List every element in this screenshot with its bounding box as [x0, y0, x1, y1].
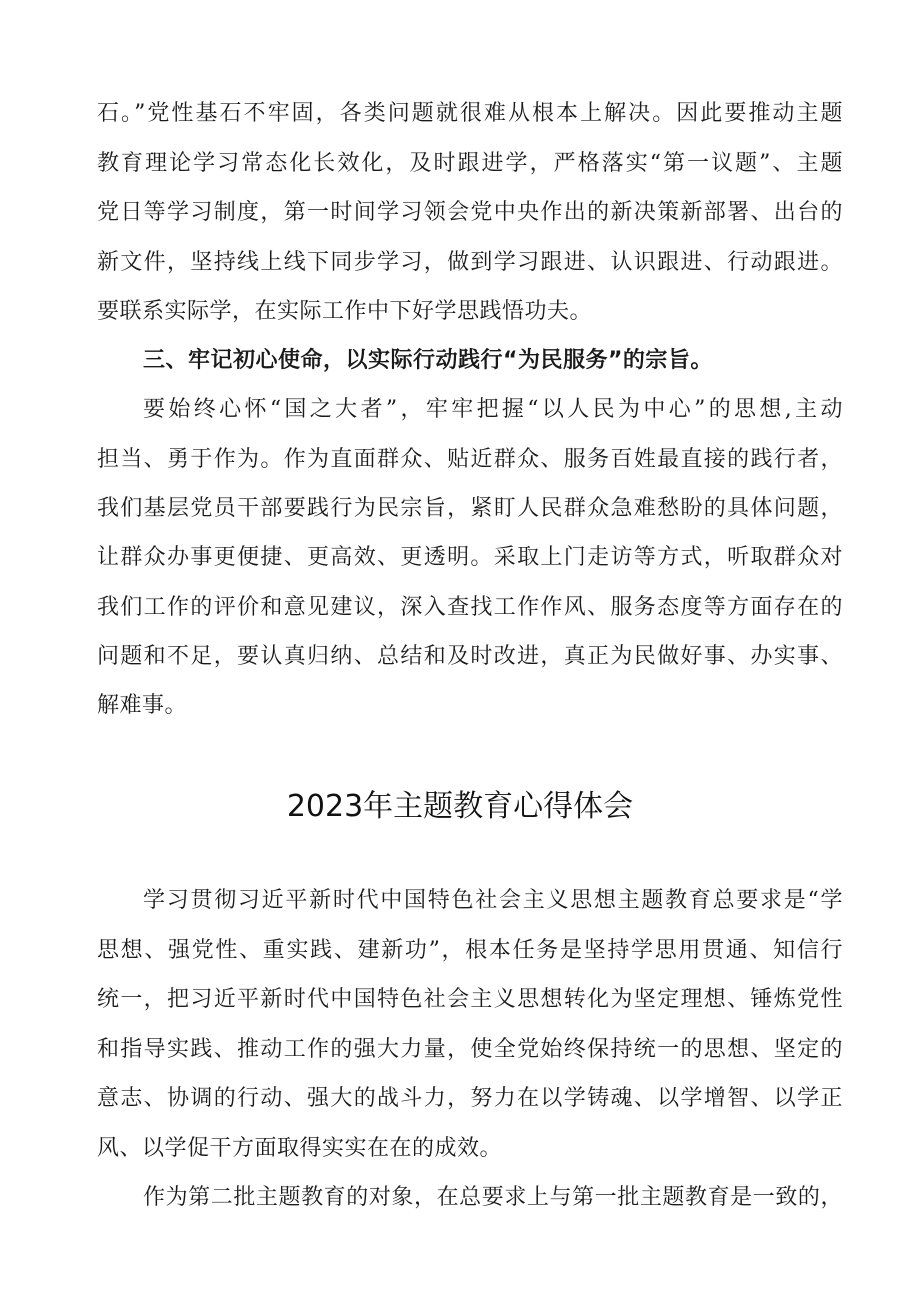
paragraph-line: 让群众办事更便捷、更高效、更透明。采取上门走访等方式，听取群众对: [97, 545, 843, 570]
paragraph-line: 担当、勇于作为。作为直面群众、贴近群众、服务百姓最直接的践行者，: [97, 447, 843, 472]
paragraph-line: 解难事。: [97, 693, 188, 718]
paragraph-line: 思想、强党性、重实践、建新功”，根本任务是坚持学思用贯通、知信行: [97, 938, 843, 963]
paragraph-line: 和指导实践、推动工作的强大力量，使全党始终保持统一的思想、坚定的: [97, 1037, 843, 1062]
paragraph-line: 党日等学习制度，第一时间学习领会党中央作出的新决策新部署、出台的: [97, 200, 843, 225]
paragraph-line: 石。”党性基石不牢固，各类问题就很难从根本上解决。因此要推动主题: [97, 101, 843, 126]
article-title: 2023年主题教育心得体会: [286, 789, 634, 824]
section-heading: 三、牢记初心使命，以实际行动践行“为民服务”的宗旨。: [143, 348, 713, 373]
paragraph-line: 问题和不足，要认真归纳、总结和及时改进，真正为民做好事、办实事、: [97, 644, 843, 669]
paragraph-line: 作为第二批主题教育的对象，在总要求上与第一批主题教育是一致的，: [143, 1185, 843, 1210]
paragraph-line: 意志、协调的行动、强大的战斗力，努力在以学铸魂、以学增智、以学正: [97, 1086, 843, 1111]
paragraph-line: 要联系实际学，在实际工作中下好学思践悟功夫。: [97, 299, 593, 324]
paragraph-line: 统一，把习近平新时代中国特色社会主义思想转化为坚定理想、锤炼党性: [97, 987, 843, 1012]
paragraph-line: 教育理论学习常态化长效化，及时跟进学，严格落实“第一议题”、主题: [97, 151, 843, 176]
paragraph-line: 我们工作的评价和意见建议，深入查找工作作风、服务态度等方面存在的: [97, 595, 843, 620]
paragraph-line: 要始终心怀“国之大者”，牢牢把握“以人民为中心”的思想,主动: [143, 397, 843, 422]
paragraph-line: 我们基层党员干部要践行为民宗旨，紧盯人民群众急难愁盼的具体问题，: [97, 496, 843, 521]
paragraph-line: 学习贯彻习近平新时代中国特色社会主义思想主题教育总要求是“学: [143, 888, 843, 913]
paragraph-line: 风、以学促干方面取得实实在在的成效。: [97, 1136, 503, 1161]
paragraph-line: 新文件，坚持线上线下同步学习，做到学习跟进、认识跟进、行动跟进。: [97, 250, 843, 275]
